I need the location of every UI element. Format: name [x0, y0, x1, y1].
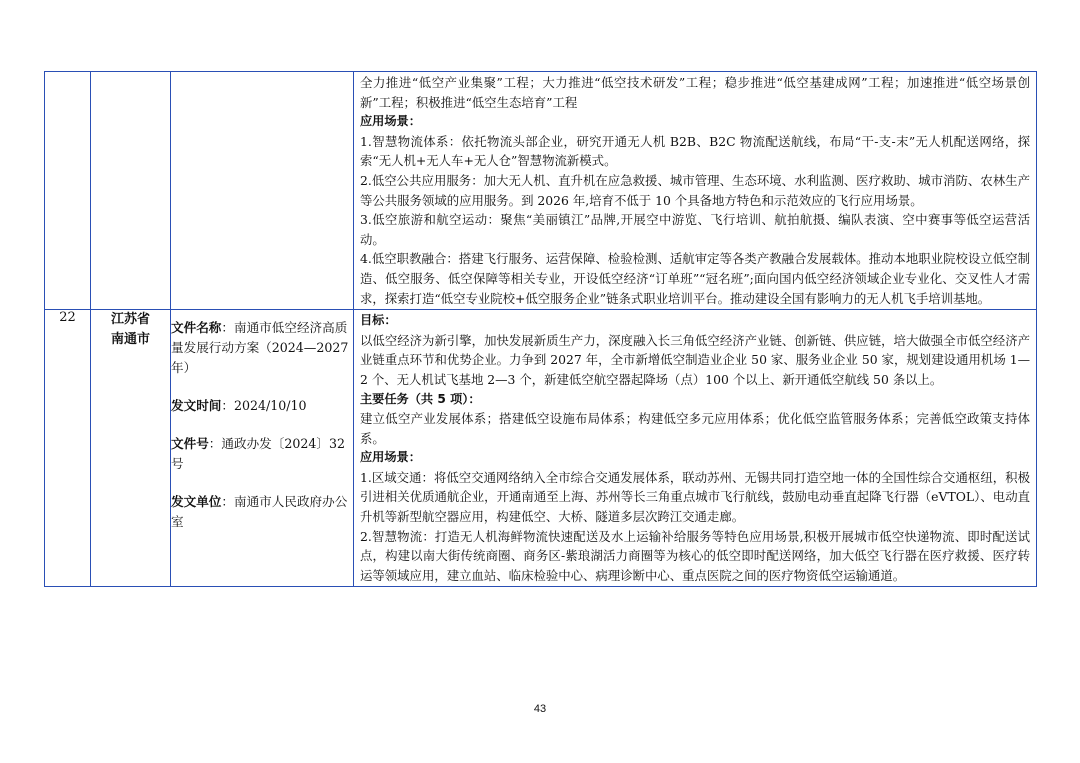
row-number: 22 [45, 310, 91, 587]
document-meta-cell [171, 310, 354, 587]
date-label: 发文时间 [171, 398, 222, 414]
scene-item: 2.智慧物流：打造无人机海鲜物流快速配送及水上运输补给服务等特色应用场景,积极开展城市低空快递物流、即时配送试点，构建以南大街传统商圈、商务区-紫琅湖活力商圈等为核心的低空即时配送网络，加大低空飞行器在医疗救援、医疗转运等领域应用，建立血站、临床检验中心、病理诊断中心、重点医院之间的医疗物资低空运输通道。 [360, 528, 1030, 583]
scene-item: 1.智慧物流体系：依托物流头部企业，研究开通无人机 B2B、B2C 物流配送航线，布局“干-支-末”无人机配送网络，探索“无人机+无人车+无人仓”智慧物流新模式。 [360, 133, 1030, 169]
tasks-text: 建立低空产业发展体系；搭建低空设施布局体系；构建低空多元应用体系；优化低空监管服务体系；完善低空政策支持体系。 [360, 411, 1030, 446]
doc-name-block [171, 318, 353, 378]
city-name: 南通市 [110, 332, 150, 348]
docno-block [171, 434, 353, 474]
tasks-heading: 主要任务（共 5 项）： [360, 391, 481, 406]
issuer-value: ：南通市人民政府办公室 [171, 494, 348, 530]
policy-table [44, 71, 1037, 587]
number-cell-empty [45, 72, 91, 310]
content-cell [354, 310, 1037, 587]
scene-item: 1.区域交通：将低空交通网络纳入全市综合交通发展体系，联动苏州、无锡共同打造空地一体的全国性综合交通枢纽，积极引进相关优质通航企业，开通南通至上海、苏州等长三角重点城市飞行航线，鼓励电动垂直起降飞行器（eVTOL）、电动直升机等新型航空器应用，构建低空、大桥、隧道多层次跨江交通走廊。 [360, 469, 1030, 525]
doc-name-value: ：南通市低空经济高质量发展行动方案（2024—2027 年） [171, 320, 349, 376]
scene-item: 3.低空旅游和航空运动：聚焦“美丽镇江”品牌,开展空中游览、飞行培训、航拍航摄、编队表演、空中赛事等低空运营活动。 [360, 212, 1030, 247]
scenes-heading: 应用场景： [360, 450, 421, 465]
page-number: 43 [533, 703, 547, 715]
goal-heading: 目标： [360, 313, 397, 328]
goal-text: 以低空经济为新引擎，加快发展新质生产力，深度融入长三角低空经济产业链、创新链、供应链，培大做强全市低空经济产业链重点环节和优势企业。力争到 2027 年，全市新增低空制造业企业 50 家、服务业企业 50 家，规划建设通用机场 1—2 个、无人机试飞基地 2—3 个，新建低空航空器起降场（点）100 个以上、新开通低空航线 50 条以上。 [360, 332, 1030, 387]
issuer-label: 发文单位 [171, 494, 222, 510]
docno-label: 文件号 [171, 436, 209, 452]
scenes-heading: 应用场景： [360, 114, 421, 129]
content-line: 全力推进“低空产业集聚”工程；大力推进“低空技术研发”工程；稳步推进“低空基建成网”工程；加速推进“低空场景创新”工程；积极推进“低空生态培育”工程 [360, 75, 1030, 110]
issuer-block [171, 492, 353, 532]
doc-name-label: 文件名称 [171, 320, 222, 336]
province-name: 江苏省 [110, 312, 150, 328]
table-row-22 [45, 310, 1037, 587]
scene-item: 4.低空职教融合：搭建飞行服务、运营保障、检验检测、适航审定等各类产教融合发展载体。推动本地职业院校设立低空制造、低空服务、低空保障等相关专业，开设低空经济“订单班”“冠名班”;面向国内低空经济领域企业专业化、交叉性人才需求，探索打造“低空专业院校+低空服务企业”链条式职业培训平台。推动建设全国有影响力的无人机飞手培训基地。 [360, 251, 1030, 306]
date-value: ：2024/10/10 [221, 398, 307, 414]
region-cell [91, 310, 171, 587]
province-cell-empty [91, 72, 171, 310]
content-cell [354, 72, 1037, 310]
docno-value: ：通政办发〔2024〕32 号 [171, 436, 346, 472]
scene-item: 2.低空公共应用服务：加大无人机、直升机在应急救援、城市管理、生态环境、水利监测、医疗救助、城市消防、农林生产等公共服务领域的应用服务。到 2026 年,培育不低于 10 个具备地方特色和示范效应的飞行应用场景。 [360, 172, 1030, 208]
table-row-previous [45, 72, 1037, 310]
meta-cell-empty [171, 72, 354, 310]
date-block [171, 396, 353, 416]
